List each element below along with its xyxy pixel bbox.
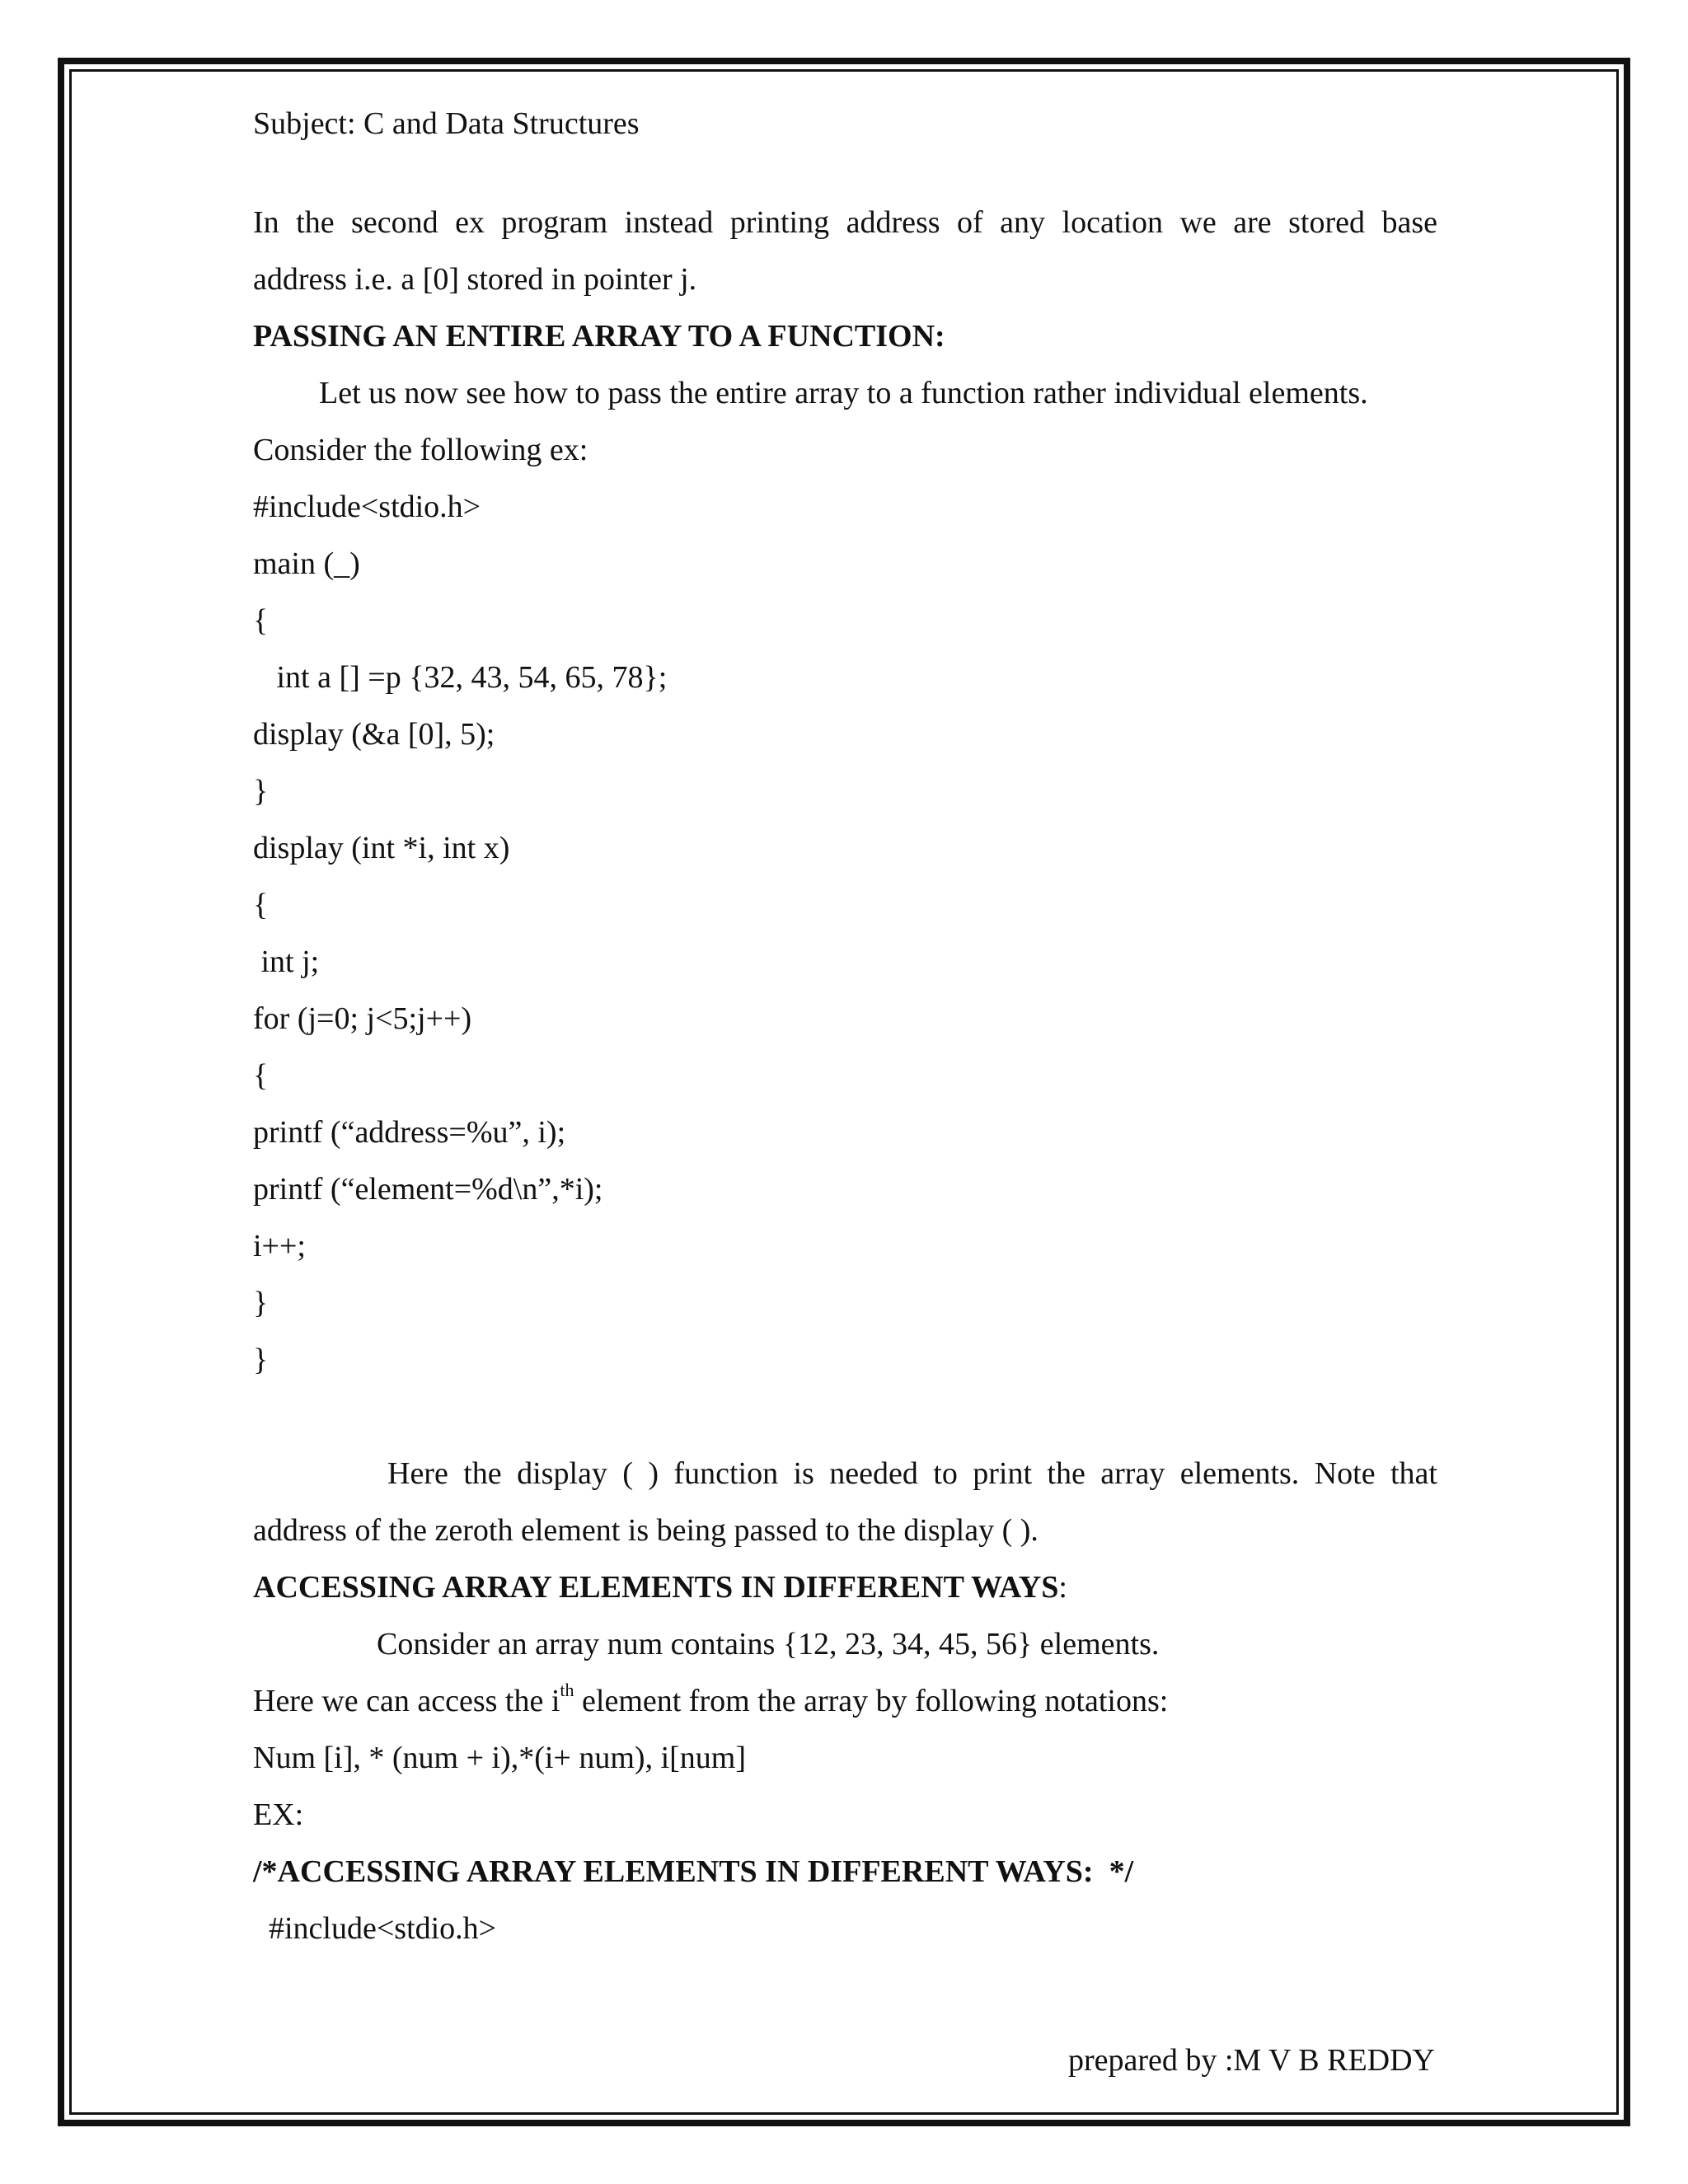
code-line: display (&a [0], 5); <box>253 717 495 752</box>
code-line: } <box>253 1343 269 1377</box>
note-paragraph-line-1: Here the display ( ) function is needed to print the array elements. Note that <box>387 1456 1437 1491</box>
section1-paragraph-line-2: Consider the following ex: <box>253 433 588 467</box>
code-line: } <box>253 1286 269 1320</box>
code-line: int j; <box>253 944 320 979</box>
superscript-th: th <box>560 1680 574 1701</box>
code-line: printf (“address=%u”, i); <box>253 1115 566 1150</box>
code-line: { <box>253 888 269 922</box>
section2-text-pre: Here we can access the i <box>253 1684 560 1718</box>
code-line: printf (“element=%d\n”,*i); <box>253 1172 603 1207</box>
code-line: for (j=0; j<5;j++) <box>253 1001 472 1036</box>
section2-paragraph-line-2 <box>253 1681 1168 1721</box>
subject-header: Subject: C and Data Structures <box>253 106 640 141</box>
code-comment-heading: /*ACCESSING ARRAY ELEMENTS IN DIFFERENT WAYS: */ <box>253 1854 1134 1889</box>
code-line: { <box>253 603 269 638</box>
intro-paragraph-line-2: address i.e. a [0] stored in pointer j. <box>253 262 697 297</box>
section1-paragraph-line-1: Let us now see how to pass the entire array to a function rather individual elements. <box>319 376 1368 410</box>
notations-line: Num [i], * (num + i),*(i+ num), i[num] <box>253 1741 746 1775</box>
footer-credit: prepared by :M V B REDDY <box>1067 2043 1435 2078</box>
code-line: display (int *i, int x) <box>253 831 510 865</box>
example-label: EX: <box>253 1797 304 1832</box>
code-line: } <box>253 774 269 808</box>
code-include-line: #include<stdio.h> <box>253 1911 497 1946</box>
code-line: main (_) <box>253 546 360 581</box>
code-line: { <box>253 1058 269 1093</box>
section-heading-passing-array: PASSING AN ENTIRE ARRAY TO A FUNCTION: <box>253 319 945 354</box>
code-line: i++; <box>253 1229 306 1263</box>
section2-paragraph-line-1: Consider an array num contains {12, 23, 34, 45, 56} elements. <box>377 1627 1160 1661</box>
code-line: int a [] =p {32, 43, 54, 65, 78}; <box>253 660 668 695</box>
note-paragraph-line-2: address of the zeroth element is being passed to the display ( ). <box>253 1513 1039 1548</box>
intro-paragraph-line-1: In the second ex program instead printing address of any location we are stored base <box>253 205 1437 240</box>
section2-text-post: element from the array by following notations: <box>574 1684 1169 1718</box>
section-heading-text: ACCESSING ARRAY ELEMENTS IN DIFFERENT WAYS <box>253 1570 1059 1605</box>
section-heading-colon: : <box>1058 1570 1067 1605</box>
code-line: #include<stdio.h> <box>253 490 481 524</box>
section-heading-accessing-elements <box>253 1568 1067 1607</box>
